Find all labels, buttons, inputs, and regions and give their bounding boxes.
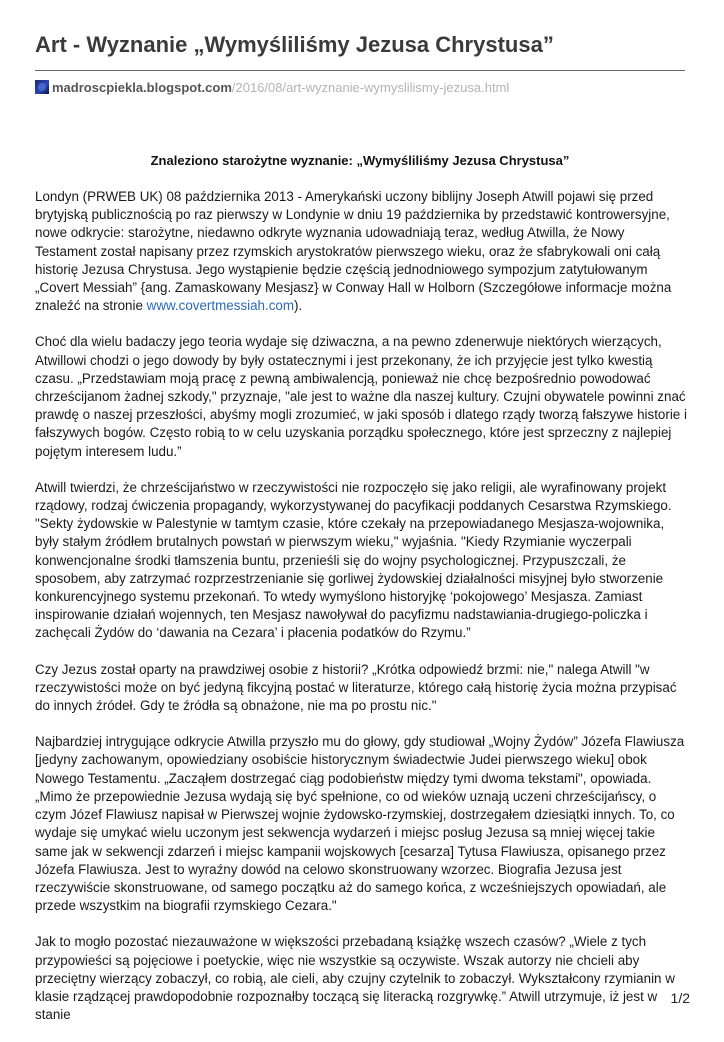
paragraph-1 (35, 188, 688, 315)
blog-favicon-icon (35, 80, 49, 94)
article-heading: Znaleziono starożytne wyznanie: „Wymyśliliśmy Jezusa Chrystusa” (150, 153, 570, 168)
article-body (35, 188, 688, 1042)
page-title: Art - Wyznanie „Wymyśliliśmy Jezusa Chrystusa” (35, 32, 554, 57)
paragraph-3: Atwill twierdzi, że chrześcijaństwo w rzeczywistości nie rozpoczęło się jako religii, ale wyrafinowany projekt rządowy, rodzaj ćwiczenia propagandy, wykorzystywanej do pacyfikacji poddanych Cesarstwa Rzymskiego. "Sekty żydowskie w Palestynie w tamtym czasie, które czekały na przepowiadanego Mesjasza-wojownika, były stałym źródłem brutalnych powstań w pierwszym wieku," wyjaśnia. "Kiedy Rzymianie wyczerpali konwencjonalne środki tłamszenia buntu, przenieśli się do wojny psychologicznej. Przypuszczali, że sposobem, aby zatrzymać rozprzestrzenianie się gorliwej żydowskiej działalności misyjnej było stworzenie konkurencyjnego systemu przekonań. To wtedy wymyślono historyjkę ‘pokojowego’ Mesjasza. Zamiast inspirowanie działań wojennych, ten Mesjasz nawoływał do pacyfizmu nadstawiania-drugiego-policzka i zachęcali Żydów do ‘dawania na Cezara’ i płacenia podatków do Rzymu.” (35, 479, 672, 641)
paragraph-1-end: ). (294, 298, 303, 314)
paragraph-2: Choć dla wielu badaczy jego teoria wydaje się dziwaczna, a na pewno zdenerwuje niektórych wierzących, Atwillowi chodzi o jego dowody by były ostatecznymi i jest przekonany, że ich przyjęcie jest tylko kwestią czasu. „Przedstawiam moją pracę z pewną ambiwalencją, ponieważ nie chcę bezpośrednio powodować chrześcijanom żadnej szkody," przyznaje, "ale jest to ważne dla naszej kultury. Czujni obywatele powinni znać prawdę o naszej przeszłości, abyśmy mogli zrozumieć, w jaki sposób i dlatego rządy tworzą fałszywe historie i fałszywych bogów. Często robią to w celu uzyskania porządku społecznego, które jest sprzeczny z najlepiej pojętym interesem ludu.” (35, 334, 687, 459)
title-divider (35, 70, 685, 71)
covertmessiah-link[interactable]: www.covertmessiah.com (146, 298, 294, 314)
page-number: 1/2 (670, 990, 690, 1006)
paragraph-4: Czy Jezus został oparty na prawdziwej osobie z historii? „Krótka odpowiedź brzmi: nie," nalega Atwill "w rzeczywistości może on być jedyną fikcyjną postać w literaturze, którego całą historię życia można przypisać do innych źródeł. Gdy te źródła są obnażone, nie ma po prostu nic." (35, 661, 677, 714)
source-line (35, 79, 695, 97)
source-path[interactable]: /2016/08/art-wyznanie-wymyslilismy-jezusa.html (231, 80, 510, 95)
paragraph-6: Jak to mogło pozostać niezauważone w większości przebadaną książkę wszech czasów? „Wiele z tych przypowieści są pojęciowe i poetyckie, więc nie wszystkie są oczywiste. Wszak autorzy nie chcieli aby przeciętny wierzący zobaczył, co robią, ale cieli, aby czujny czytelnik to zobaczył. Wykształcony rzymianin w klasie rządzącej prawdopodobnie rozpoznałby toczącą się literacką rozgrywkę.” Atwill utrzymuje, iż jest w stanie (35, 934, 675, 1023)
source-domain[interactable]: madroscpiekla.blogspot.com (52, 80, 232, 95)
paragraph-1-text: Londyn (PRWEB UK) 08 października 2013 - Amerykański uczony biblijny Joseph Atwill pojawi się przed brytyjską publicznością po raz pierwszy w Londynie w dniu 19 października by przedstawić kontrowersyjne, nowe odkrycie: starożytne, niedawno odkryte wyznania udowadniają teraz, według Atwilla, że Nowy Testament został napisany przez rzymskich arystokratów pierwszego wieku, oraz że sfabrykowali oni całą historię Jezusa Chrystusa. Jego wystąpienie będzie częścią jednodniowego sympozjum zatytułowanym „Covert Messiah” {ang. Zamaskowany Mesjasz} w Conway Hall w Holborn (Szczegółowe informacje można znaleźć na stronie (35, 189, 672, 314)
paragraph-5: Najbardziej intrygujące odkrycie Atwilla przyszło mu do głowy, gdy studiował „Wojny Żydów” Józefa Flawiusza [jedyny zachowanym, opowiedziany osobiście historycznym świadectwie Judei pierwszego wieku] obok Nowego Testamentu. „Zacząłem dostrzegać ciąg podobieństw między tymi dwoma tekstami", opowiada. „Mimo że przepowiednie Jezusa wydają się być spełnione, co od wieków uznają uczeni chrześcijańscy, o czym Józef Flawiusz napisał w Pierwszej wojnie żydowsko-rzymskiej, dostrzegałem dziesiątki innych. To, co wydaje się umykać wielu uczonym jest sekwencja wydarzeń i miejsc posług Jezusa są mniej więcej takie same jak w sekwencji zdarzeń i miejsc kampanii wojskowych [cesarza] Tytusa Flawiusza, opisanego przez Józefa Flawiusza. Jest to wyraźny dowód na celowo skonstruowany wzorzec. Biografia Jezusa jest rzeczywiście skonstruowane, od samego początku aż do samego końca, z wcześniejszych opowiadań, ale przede wszystkim na biografii rzymskiego Cezara." (35, 734, 685, 914)
